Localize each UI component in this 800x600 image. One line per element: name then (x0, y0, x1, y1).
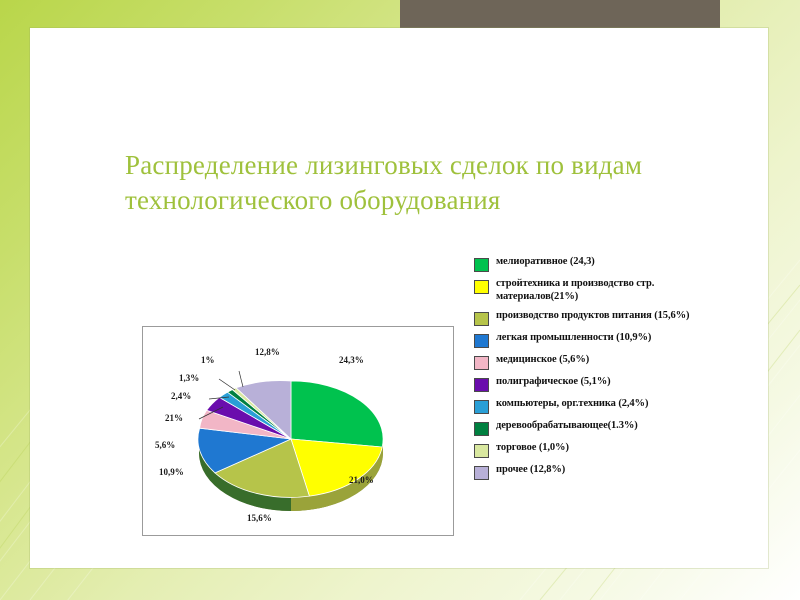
legend-item (474, 442, 704, 458)
pie-data-label: 10,9% (159, 467, 184, 477)
legend-swatch-icon (474, 312, 489, 326)
legend-item (474, 278, 704, 304)
legend-swatch-icon (474, 400, 489, 414)
legend-item (474, 256, 704, 272)
legend-label: полиграфическое (5,1%) (496, 375, 611, 387)
legend-label: легкая промышленности (10,9%) (496, 331, 652, 343)
legend-label: торговое (1,0%) (496, 441, 569, 453)
legend-item (474, 376, 704, 392)
legend-label: производство продуктов питания (15,6%) (496, 309, 690, 321)
legend-swatch-icon (474, 280, 489, 294)
pie-data-label: 21% (165, 413, 183, 423)
pie-plot-area (142, 326, 454, 536)
legend-swatch-icon (474, 258, 489, 272)
legend-item (474, 420, 704, 436)
legend-item (474, 310, 704, 326)
pie-data-label: 15,6% (247, 513, 272, 523)
legend-item (474, 398, 704, 414)
legend-label: компьютеры, орг.техника (2,4%) (496, 397, 649, 409)
chart-legend (474, 256, 704, 486)
legend-swatch-icon (474, 356, 489, 370)
pie-data-label: 1,3% (179, 373, 200, 383)
legend-swatch-icon (474, 444, 489, 458)
page-title: Распределение лизинговых сделок по видам технологического оборудования (125, 150, 643, 215)
legend-label: стройтехника и производство стр. материалов(21%) (496, 278, 655, 302)
pie-data-label: 24,3% (339, 355, 364, 365)
legend-label: прочее (12,8%) (496, 463, 566, 475)
pie-chart (142, 256, 702, 546)
legend-label: мелиоративное (24,3) (496, 256, 595, 267)
legend-swatch-icon (474, 422, 489, 436)
pie-data-label: 1% (201, 355, 215, 365)
legend-item (474, 464, 704, 480)
pie-data-label: 5,6% (155, 440, 176, 450)
pie-data-label: 12,8% (255, 347, 280, 357)
slide-content-panel (30, 28, 768, 568)
legend-item (474, 332, 704, 348)
legend-swatch-icon (474, 466, 489, 480)
pie-data-label: 21,0% (349, 475, 374, 485)
legend-item (474, 354, 704, 370)
pie-graphic (143, 327, 451, 533)
legend-swatch-icon (474, 378, 489, 392)
pie-data-label: 2,4% (171, 391, 192, 401)
legend-swatch-icon (474, 334, 489, 348)
legend-label: медицинское (5,6%) (496, 353, 590, 365)
legend-label: деревообрабатывающее(1.3%) (496, 419, 638, 431)
